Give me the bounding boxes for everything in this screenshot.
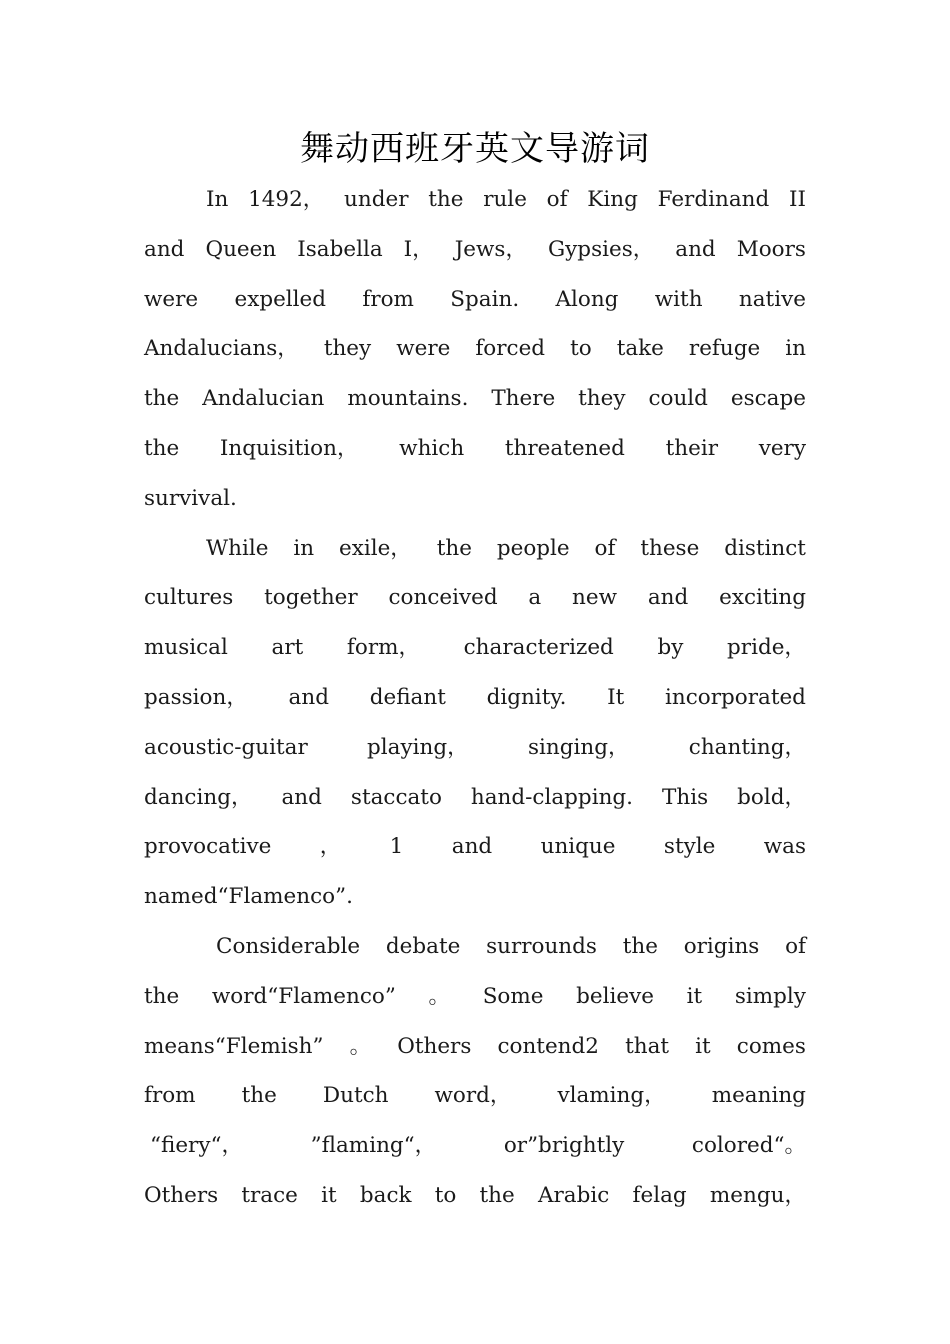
text-word: and xyxy=(675,237,716,262)
text-word: they xyxy=(323,336,372,361)
text-word: it xyxy=(321,1183,337,1208)
text-word: Moors xyxy=(736,237,806,262)
text-line xyxy=(144,733,806,763)
text-word: dancing， xyxy=(144,785,253,810)
text-word: rule xyxy=(483,187,527,212)
text-line xyxy=(144,484,806,514)
text-line xyxy=(144,1032,806,1062)
text-word: word“Flamenco” xyxy=(211,984,396,1009)
text-word: unique xyxy=(540,834,616,859)
text-word: named“Flamenco”. xyxy=(144,884,353,909)
text-word: origins xyxy=(683,934,760,959)
text-word: ”flaming“， xyxy=(310,1133,437,1158)
text-word: from xyxy=(362,287,414,312)
text-word: King xyxy=(587,187,638,212)
text-word: these xyxy=(640,536,700,561)
text-word: to xyxy=(570,336,592,361)
text-word: acoustic-guitar xyxy=(144,735,308,760)
text-word: Ferdinand xyxy=(657,187,770,212)
text-word: in xyxy=(293,536,315,561)
text-word: the xyxy=(428,187,464,212)
text-word: style xyxy=(663,834,716,859)
text-word: Jews， xyxy=(454,237,527,262)
text-line xyxy=(144,583,806,613)
text-word: passion， xyxy=(144,685,248,710)
text-word: 1 xyxy=(389,834,404,859)
text-word: exile， xyxy=(338,536,412,561)
text-word: to xyxy=(434,1183,457,1208)
text-line xyxy=(206,534,806,564)
text-word: This xyxy=(662,785,709,810)
text-word: and xyxy=(647,585,689,610)
text-line xyxy=(144,434,806,464)
text-word: survival. xyxy=(144,486,237,511)
document-title: 舞动西班牙英文导游词 xyxy=(300,129,650,169)
text-word: and xyxy=(288,685,329,710)
text-word: in xyxy=(785,336,806,361)
text-word: distinct xyxy=(724,536,806,561)
text-word: the xyxy=(436,536,472,561)
text-word: Others xyxy=(397,1034,472,1059)
text-word: escape xyxy=(730,386,806,411)
text-line xyxy=(216,932,806,962)
text-word: form， xyxy=(346,635,420,660)
text-word: word， xyxy=(434,1083,512,1108)
text-word: and xyxy=(451,834,493,859)
text-word: cultures xyxy=(144,585,234,610)
text-word: take xyxy=(616,336,664,361)
text-word: together xyxy=(264,585,358,610)
text-word: Inquisition， xyxy=(219,436,359,461)
text-word: that xyxy=(625,1034,670,1059)
text-word: characterized xyxy=(463,635,614,660)
text-word: Andalucians， xyxy=(144,336,299,361)
text-word: trace xyxy=(241,1183,298,1208)
text-line xyxy=(144,235,806,265)
text-line xyxy=(144,633,806,663)
text-word: simply xyxy=(734,984,806,1009)
text-word: their xyxy=(665,436,718,461)
text-word: I， xyxy=(403,237,434,262)
text-word: with xyxy=(654,287,703,312)
text-word: art xyxy=(271,635,304,660)
text-word: mountains. xyxy=(347,386,469,411)
text-word: the xyxy=(144,436,180,461)
text-word: 1492， xyxy=(248,187,325,212)
text-line xyxy=(144,783,806,813)
text-word: new xyxy=(572,585,618,610)
text-word: they xyxy=(578,386,626,411)
text-word: Others xyxy=(144,1183,219,1208)
text-word: Considerable xyxy=(216,934,361,959)
text-word: incorporated xyxy=(665,685,806,710)
text-word: threatened xyxy=(504,436,625,461)
text-word: were xyxy=(396,336,451,361)
text-word: Andalucian xyxy=(202,386,325,411)
text-word: Queen xyxy=(205,237,277,262)
text-word: was xyxy=(763,834,806,859)
text-line xyxy=(144,1181,806,1211)
text-word: of xyxy=(785,934,806,959)
text-word: very xyxy=(758,436,806,461)
text-word: There xyxy=(491,386,556,411)
text-word: debate xyxy=(385,934,461,959)
text-word: defiant xyxy=(369,685,446,710)
text-word: Gypsies， xyxy=(547,237,655,262)
text-word: playing， xyxy=(367,735,469,760)
text-word: Arabic xyxy=(537,1183,610,1208)
text-word: means“Flemish” xyxy=(144,1034,324,1059)
text-word: the xyxy=(479,1183,515,1208)
text-line xyxy=(150,1131,806,1161)
text-line xyxy=(206,185,806,215)
text-word: II xyxy=(789,187,806,212)
text-word: It xyxy=(607,685,625,710)
text-word: native xyxy=(738,287,806,312)
text-word: refuge xyxy=(688,336,761,361)
text-word: from xyxy=(144,1083,196,1108)
text-word: forced xyxy=(475,336,546,361)
text-word: or”brightly xyxy=(503,1133,625,1158)
text-word: Spain. xyxy=(450,287,520,312)
text-word: people xyxy=(496,536,570,561)
text-word: surrounds xyxy=(486,934,597,959)
text-word: and xyxy=(281,785,322,810)
text-word: under xyxy=(344,187,409,212)
text-word: of xyxy=(546,187,568,212)
text-word: felag xyxy=(632,1183,687,1208)
text-word: musical xyxy=(144,635,228,660)
text-word: While xyxy=(206,536,269,561)
text-word: comes xyxy=(736,1034,806,1059)
text-word: Along xyxy=(555,287,619,312)
text-word: 。 xyxy=(428,984,451,1009)
text-word: meaning xyxy=(711,1083,806,1108)
text-word: it xyxy=(686,984,703,1009)
text-word: chanting， xyxy=(688,735,806,760)
text-word: exciting xyxy=(719,585,806,610)
text-word: the xyxy=(144,984,180,1009)
text-word: hand-clapping. xyxy=(470,785,634,810)
text-word: believe xyxy=(576,984,654,1009)
text-word: a xyxy=(528,585,542,610)
text-word: “fiery“， xyxy=(150,1133,243,1158)
text-line xyxy=(144,285,806,315)
text-word: colored“。 xyxy=(691,1133,806,1158)
text-word: bold， xyxy=(737,785,806,810)
text-word: the xyxy=(622,934,658,959)
text-line xyxy=(144,334,806,364)
text-word: Dutch xyxy=(322,1083,389,1108)
text-word: which xyxy=(399,436,465,461)
text-word: ， xyxy=(319,834,342,859)
text-word: of xyxy=(594,536,616,561)
text-word: conceived xyxy=(388,585,498,610)
text-word: the xyxy=(241,1083,277,1108)
text-word: Some xyxy=(482,984,544,1009)
text-word: Isabella xyxy=(297,237,383,262)
text-line xyxy=(144,384,806,414)
text-line xyxy=(144,832,806,862)
text-word: back xyxy=(359,1183,412,1208)
text-word: it xyxy=(695,1034,711,1059)
text-word: were xyxy=(144,287,199,312)
text-word: mengu， xyxy=(709,1183,806,1208)
text-word: 。 xyxy=(349,1034,372,1059)
text-word: dignity. xyxy=(486,685,567,710)
text-word: the xyxy=(144,386,180,411)
text-word: In xyxy=(206,187,229,212)
text-line xyxy=(144,882,806,912)
text-line xyxy=(144,982,806,1012)
text-line xyxy=(144,1081,806,1111)
text-word: contend2 xyxy=(497,1034,599,1059)
text-word: vlaming， xyxy=(557,1083,666,1108)
text-line xyxy=(144,683,806,713)
text-word: pride， xyxy=(727,635,806,660)
text-word: could xyxy=(648,386,708,411)
text-word: staccato xyxy=(350,785,442,810)
text-word: expelled xyxy=(234,287,327,312)
text-word: singing， xyxy=(527,735,630,760)
text-word: by xyxy=(657,635,684,660)
text-word: and xyxy=(144,237,185,262)
text-word: provocative xyxy=(144,834,272,859)
